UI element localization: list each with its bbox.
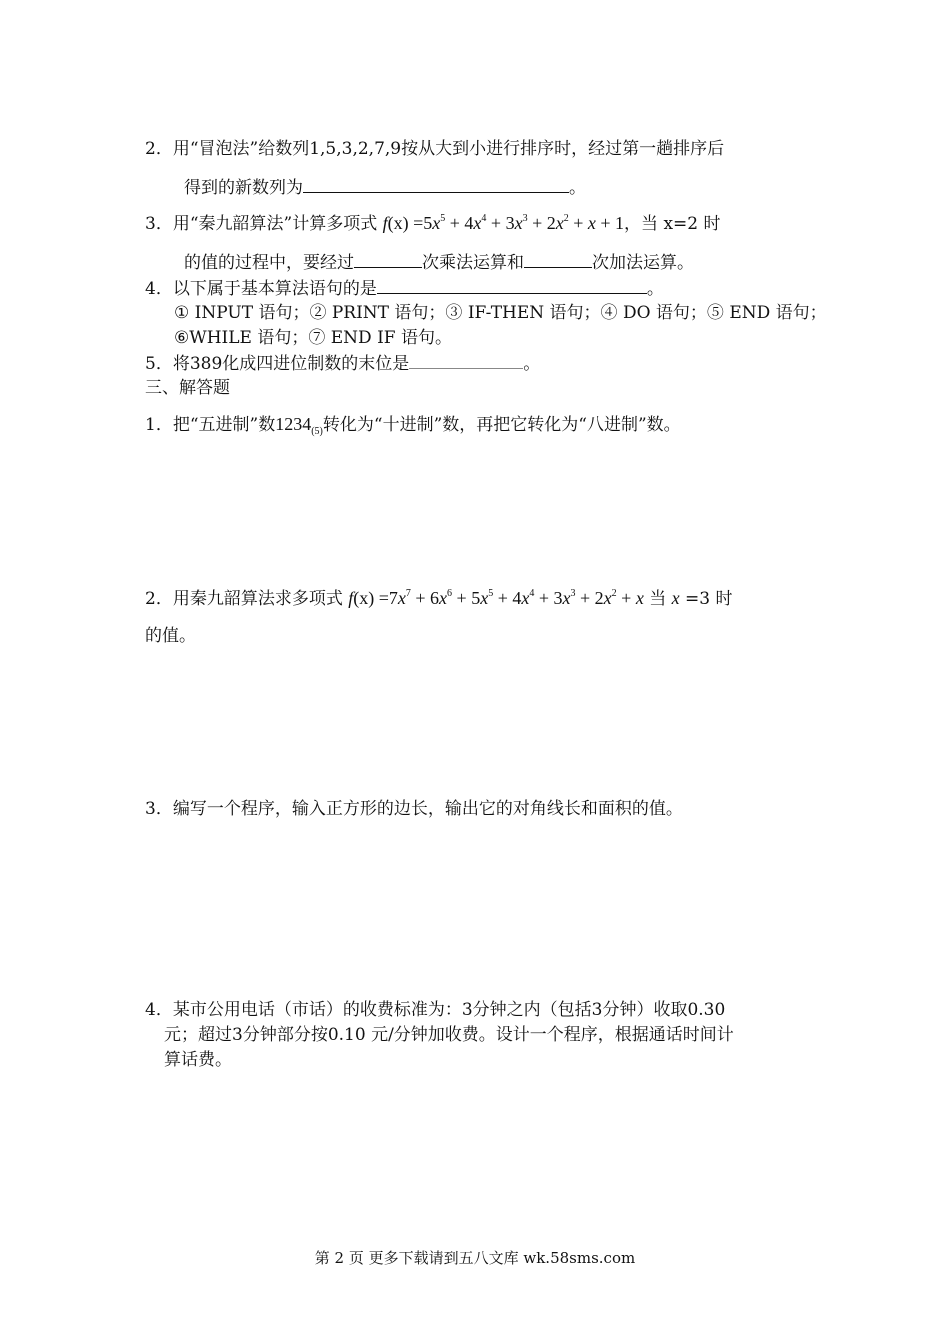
fill-q4-options-a: ① INPUT 语句；② PRINT 语句；③ IF-THEN 语句；④ DO 语句；⑤ END 语句； [174, 303, 827, 323]
answer-q4-text-3: 算话费。 [164, 1050, 232, 1070]
answer-q2-when: 当 [643, 589, 672, 609]
answer-q3-text: 3．编写一个程序，输入正方形的边长，输出它的对角线长和面积的值。 [145, 799, 683, 819]
answer-blank-additions[interactable] [524, 251, 592, 268]
fill-q4-prefix: 4．以下属于基本算法语句的是 [145, 279, 377, 299]
answer-q2-suffix: 的值。 [145, 626, 196, 646]
fill-q5-suffix: 。 [523, 354, 541, 374]
page-footer [0, 1247, 950, 1268]
base5-number: $1234_{(5)}$ [275, 414, 323, 437]
fill-q4-line3 [174, 327, 452, 349]
answer-q1-suffix: 转化为“十进制”数，再把它转化为“八进制”数。 [322, 415, 681, 435]
answer-q2-line2 [145, 625, 196, 647]
polynomial-formula-degree7: $f(x) =7x^7 + 6x^6 + 5x^5 + 4x^4 + 3x^3 + 2x^2 + x$ [348, 588, 644, 608]
fill-q3-suffix: ，当 x=2 时 [624, 214, 721, 234]
fill-q4-options-b: ⑥WHILE 语句；⑦ END IF 语句。 [174, 328, 452, 348]
answer-q4-line1 [145, 999, 725, 1021]
answer-q2-line1: 2．用秦九韶算法求多项式 $f(x) =7x^7 + 6x^6 + 5x^5 + 4x^4 + 3x^3 + 2x^2 + x$ 当 x =3 时 [145, 588, 733, 609]
answer-q4-text-2: 元；超过3分钟部分按0.10 元/分钟加收费。设计一个程序，根据通话时间计 [164, 1025, 734, 1045]
fill-q3-line2 [184, 251, 694, 274]
fill-q2-suffix: 。 [569, 178, 586, 198]
answer-blank-q5[interactable] [409, 352, 523, 369]
fill-q5-line [145, 352, 540, 375]
fill-q2-line2 [184, 176, 586, 199]
answer-blank-q2[interactable] [303, 176, 569, 193]
answer-q4-line3 [164, 1049, 232, 1071]
answer-q1-line [145, 413, 681, 436]
answer-q1-prefix: 1．把“五进制”数 [145, 415, 276, 435]
footer-text: 第 2 页 更多下载请到五八文库 wk.58sms.com [314, 1249, 636, 1267]
answer-q3-line [145, 798, 683, 820]
fill-q3-text-c: 次加法运算。 [592, 253, 694, 273]
fill-q4-line2 [174, 302, 827, 324]
fill-q5-prefix: 5．将389化成四进位制数的末位是 [145, 354, 410, 374]
fill-q3-prefix: 3．用“秦九韶算法”计算多项式 [145, 214, 383, 234]
answer-q4-line2 [164, 1024, 734, 1046]
section-heading [145, 377, 230, 399]
fill-q4-line1 [145, 277, 664, 300]
polynomial-formula: $f(x) =5x^5 + 4x^4 + 3x^3 + 2x^2 + x + 1$ [382, 213, 625, 233]
fill-q2-line1 [145, 138, 724, 160]
fill-q3-text-b: 次乘法运算和 [422, 253, 524, 273]
answer-blank-multiplications[interactable] [354, 251, 422, 268]
answer-q2-prefix: 2．用秦九韶算法求多项式 [145, 589, 349, 609]
answer-q2-condition: =3 时 [679, 589, 733, 609]
fill-q3-line1 [145, 212, 721, 235]
fill-q2-prefix: 得到的新数列为 [184, 178, 303, 198]
fill-q4-suffix: 。 [646, 279, 664, 299]
answer-q4-text-1: 4．某市公用电话（市话）的收费标准为：3分钟之内（包括3分钟）收取0.30 [145, 1000, 726, 1020]
fill-q2-text: 2．用“冒泡法”给数列1,5,3,2,7,9按从大到小进行排序时，经过第一趟排序后 [145, 139, 725, 159]
answer-blank-q4[interactable] [377, 277, 647, 294]
fill-q3-text-a: 的值的过程中，要经过 [184, 253, 354, 273]
section-heading-text: 三、解答题 [145, 378, 230, 398]
